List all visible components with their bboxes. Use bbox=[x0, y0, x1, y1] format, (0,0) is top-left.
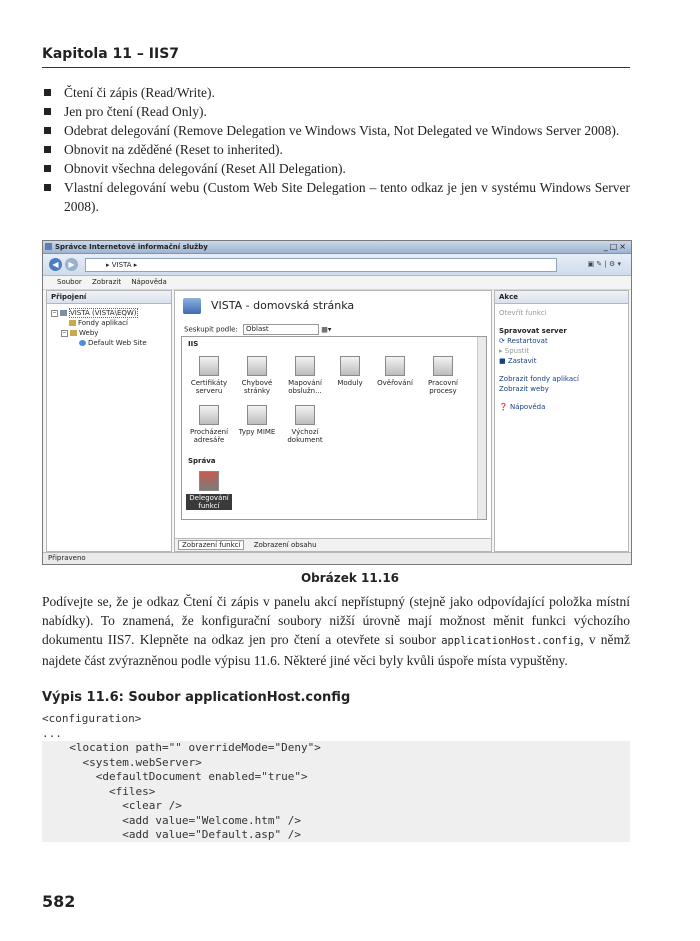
directory-icon bbox=[199, 405, 219, 425]
actions-panel bbox=[494, 290, 629, 552]
help-icon: ❓ bbox=[499, 403, 510, 411]
action-manage-server-label: Spravovat server bbox=[499, 327, 567, 335]
code-plain: <configuration> ... bbox=[42, 712, 142, 740]
feature-mime-types[interactable]: Typy MIME bbox=[234, 405, 280, 436]
page-number: 582 bbox=[42, 892, 76, 911]
modules-icon bbox=[340, 356, 360, 376]
chapter-header: Kapitola 11 – IIS7 bbox=[42, 46, 180, 62]
users-icon bbox=[385, 356, 405, 376]
play-icon: ▸ bbox=[499, 347, 505, 355]
stop-icon: ■ bbox=[499, 357, 508, 365]
document-icon bbox=[295, 405, 315, 425]
home-title-bar bbox=[175, 291, 491, 321]
folder-icon bbox=[69, 320, 76, 326]
menu-item-file[interactable]: Soubor bbox=[57, 278, 82, 286]
figure-caption: Obrázek 11.16 bbox=[300, 571, 400, 585]
feature-authentication[interactable]: Ověřování bbox=[372, 356, 418, 387]
menu-bar bbox=[43, 276, 631, 290]
section-iis: IIS bbox=[188, 340, 199, 348]
window-titlebar bbox=[43, 241, 631, 254]
window-controls[interactable]: _□× bbox=[603, 242, 628, 251]
tree-node-server[interactable]: − VISTA (VISTA\EQW) bbox=[52, 309, 137, 317]
window-title: Správce Internetové informační služby bbox=[55, 243, 208, 251]
toolbar-icons[interactable]: ▣ ✎ | ⚙ ▾ bbox=[587, 260, 621, 268]
address-bar bbox=[43, 254, 631, 276]
delegation-icon bbox=[199, 471, 219, 491]
feature-handler-mappings[interactable]: Mapování obslužn... bbox=[282, 356, 328, 395]
status-bar bbox=[43, 552, 631, 564]
bullet-item: Obnovit všechna delegování (Reset All Delegation). bbox=[42, 159, 630, 178]
group-by-label: Seskupit podle: bbox=[184, 325, 238, 334]
feature-delegation[interactable]: Delegování funkcí bbox=[186, 471, 232, 510]
action-stop[interactable]: ■ Zastavit bbox=[499, 357, 537, 365]
actions-list bbox=[495, 304, 628, 412]
error-page-icon bbox=[247, 356, 267, 376]
tab-content-view[interactable]: Zobrazení obsahu bbox=[250, 540, 321, 550]
header-rule bbox=[42, 67, 630, 68]
bullet-item: Odebrat delegování (Remove Delegation ve Windows Vista, Not Delegated ve Windows Server 2008). bbox=[42, 121, 630, 140]
tree-node-default-site[interactable]: Default Web Site bbox=[51, 338, 171, 348]
feature-modules[interactable]: Moduly bbox=[327, 356, 373, 387]
action-view-app-pools[interactable]: Zobrazit fondy aplikací bbox=[499, 375, 579, 383]
features-scrollbar[interactable] bbox=[477, 337, 486, 519]
bullet-list bbox=[42, 83, 630, 216]
connections-header: Připojení bbox=[47, 291, 171, 304]
action-open-feature[interactable]: Otevřít funkci bbox=[499, 309, 547, 317]
action-view-sites[interactable]: Zobrazit weby bbox=[499, 385, 549, 393]
home-title: VISTA - domovská stránka bbox=[211, 299, 355, 312]
music-file-icon bbox=[247, 405, 267, 425]
view-tabs bbox=[175, 538, 491, 551]
iis-manager-screenshot bbox=[42, 240, 632, 565]
folder-icon bbox=[70, 330, 77, 336]
restart-icon: ⟳ bbox=[499, 337, 508, 345]
back-icon[interactable]: ◀ bbox=[49, 258, 62, 271]
certificate-icon bbox=[199, 356, 219, 376]
forward-icon[interactable]: ▶ bbox=[65, 258, 78, 271]
tree-node-sites[interactable]: − Weby bbox=[62, 329, 99, 337]
server-icon bbox=[60, 310, 67, 316]
gears-icon bbox=[433, 356, 453, 376]
menu-item-view[interactable]: Zobrazit bbox=[92, 278, 122, 286]
actions-header: Akce bbox=[495, 291, 628, 304]
globe-icon bbox=[79, 340, 86, 346]
handler-icon bbox=[295, 356, 315, 376]
tree-node-app-pools[interactable]: Fondy aplikací bbox=[51, 318, 171, 328]
action-help[interactable]: ❓ Nápověda bbox=[499, 403, 546, 411]
action-restart[interactable]: ⟳ Restartovat bbox=[499, 337, 548, 345]
bullet-item: Vlastní delegování webu (Custom Web Site Delegation – tento odkaz je jen v systému Windows Server 2008). bbox=[42, 178, 630, 216]
action-start[interactable]: ▸ Spustit bbox=[499, 347, 530, 355]
code-highlight: <location path="" overrideMode="Deny"> <system.webServer> <defaultDocument enabled="true"> <files> <clear /> <add value="Welcome.htm" /> <add value="Default.asp" /> bbox=[56, 741, 321, 841]
bullet-item: Jen pro čtení (Read Only). bbox=[42, 102, 630, 121]
feature-worker-processes[interactable]: Pracovní procesy bbox=[420, 356, 466, 395]
section-management: Správa bbox=[188, 457, 216, 465]
feature-default-document[interactable]: Výchozí dokument bbox=[282, 405, 328, 444]
feature-directory-browsing[interactable]: Procházení adresáře bbox=[186, 405, 232, 444]
server-home-icon bbox=[183, 298, 201, 314]
feature-error-pages[interactable]: Chybové stránky bbox=[234, 356, 280, 395]
address-field[interactable] bbox=[85, 258, 557, 272]
home-page-panel bbox=[174, 290, 492, 552]
app-icon bbox=[45, 243, 52, 250]
collapse-icon[interactable]: − bbox=[62, 329, 67, 336]
bullet-item: Obnovit na zděděné (Reset to inherited). bbox=[42, 140, 630, 159]
connections-panel bbox=[46, 290, 172, 552]
features-view bbox=[181, 336, 487, 520]
inline-code: applicationHost.config bbox=[441, 635, 581, 647]
group-by-select[interactable]: Oblast bbox=[243, 324, 319, 335]
view-icon[interactable]: ▦▾ bbox=[321, 325, 332, 334]
body-paragraph: Podívejte se, že je odkaz Čtení či zápis v panelu akcí nepřístupný (stejně jako odpovídající položka místní nabídky). To znamená, že konfigurační soubory nižší úrovně mají možnost měnit funkci výchozího dokumentu IIS7. Klepněte na odkaz jen pro čtení a otevřete si soubor applicationHost.config, v němž najdete část zvýrazněnou podle výpisu 11.6. Některé jiné věci byly kvůli úspoře místa vypuštěny. bbox=[42, 594, 630, 668]
tab-features-view[interactable]: Zobrazení funkcí bbox=[178, 540, 244, 550]
connections-tree bbox=[47, 304, 171, 348]
listing-title: Výpis 11.6: Soubor applicationHost.config bbox=[42, 690, 351, 705]
feature-certificates[interactable]: Certifikáty serveru bbox=[186, 356, 232, 395]
status-text: Připraveno bbox=[48, 554, 86, 562]
code-highlight-block bbox=[42, 741, 630, 842]
address-path: ▸ VISTA ▸ bbox=[106, 261, 138, 269]
collapse-icon[interactable]: − bbox=[52, 309, 57, 316]
bullet-item: Čtení či zápis (Read/Write). bbox=[42, 83, 630, 102]
group-by bbox=[184, 324, 331, 335]
menu-item-help[interactable]: Nápověda bbox=[131, 278, 167, 286]
